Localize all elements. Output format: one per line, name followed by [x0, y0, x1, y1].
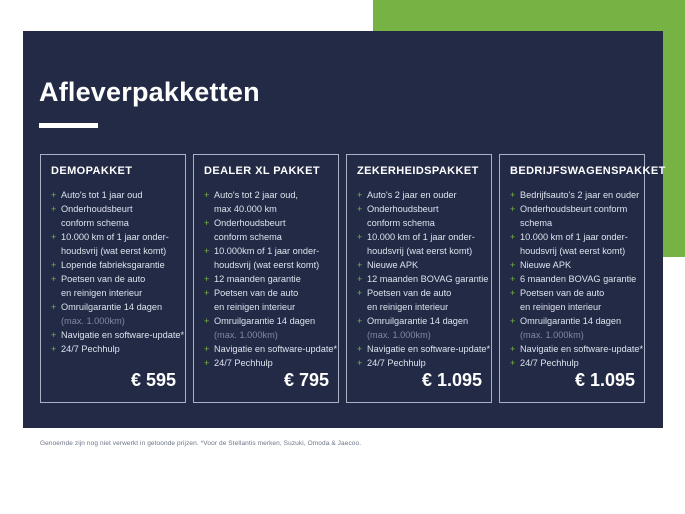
- feature-line: (max. 1.000km): [367, 330, 431, 340]
- feature-line: Poetsen van de auto: [214, 288, 299, 298]
- package-feature: [357, 258, 482, 272]
- package-feature: [510, 314, 635, 342]
- feature-line: Poetsen van de auto: [367, 288, 452, 298]
- package-price: € 795: [283, 370, 329, 390]
- feature-line: 10.000km of 1 jaar onder-: [214, 246, 320, 256]
- package-feature: [204, 216, 329, 244]
- package-feature: [204, 244, 329, 272]
- feature-line: 12 maanden BOVAG garantie: [367, 274, 489, 284]
- feature-line: Bedrijfsauto's 2 jaar en ouder: [520, 190, 640, 200]
- plus-bullet-icon: +: [51, 344, 57, 354]
- feature-line: schema: [520, 218, 553, 228]
- plus-bullet-icon: +: [51, 302, 57, 312]
- package-feature: [357, 230, 482, 258]
- feature-text: [61, 328, 185, 342]
- feature-line: en reinigen interieur: [214, 302, 296, 312]
- plus-bullet-icon: +: [51, 260, 57, 270]
- plus-bullet-icon: +: [204, 246, 210, 256]
- plus-bullet-icon: +: [204, 274, 210, 284]
- package-feature: [510, 272, 635, 286]
- feature-text: [520, 230, 635, 258]
- feature-text: [214, 244, 329, 272]
- feature-line: Auto's 2 jaar en ouder: [367, 190, 457, 200]
- plus-bullet-icon: +: [357, 316, 363, 326]
- feature-text: [61, 300, 176, 328]
- package-title: BEDRIJFSWAGENSPAKKET: [510, 165, 666, 177]
- feature-line: conform schema: [367, 218, 435, 228]
- feature-line: Onderhoudsbeurt conform: [520, 204, 628, 214]
- plus-bullet-icon: +: [204, 316, 210, 326]
- plus-bullet-icon: +: [204, 288, 210, 298]
- package-feature: [510, 258, 635, 272]
- plus-bullet-icon: +: [51, 204, 57, 214]
- feature-line: conform schema: [214, 232, 282, 242]
- package-feature: [51, 328, 185, 342]
- feature-text: [520, 272, 635, 286]
- feature-line: Omruilgarantie 14 dagen: [214, 316, 316, 326]
- package-title: DEALER XL PAKKET: [204, 165, 321, 177]
- feature-line: houdsvrij (wat eerst komt): [520, 246, 626, 256]
- package-feature: [51, 300, 176, 328]
- feature-line: houdsvrij (wat eerst komt): [214, 260, 320, 270]
- feature-line: en reinigen interieur: [520, 302, 602, 312]
- feature-line: Onderhoudsbeurt: [61, 204, 133, 214]
- feature-line: 10.000 km of 1 jaar onder-: [520, 232, 628, 242]
- plus-bullet-icon: +: [510, 204, 516, 214]
- plus-bullet-icon: +: [357, 260, 363, 270]
- feature-line: Omruilgarantie 14 dagen: [520, 316, 622, 326]
- feature-line: Lopende fabrieksgarantie: [61, 260, 165, 270]
- package-items: [357, 188, 491, 370]
- plus-bullet-icon: +: [510, 344, 516, 354]
- feature-line: en reinigen interieur: [367, 302, 449, 312]
- feature-line: (max. 1.000km): [214, 330, 278, 340]
- feature-line: 10.000 km of 1 jaar onder-: [61, 232, 169, 242]
- plus-bullet-icon: +: [357, 190, 363, 200]
- feature-line: Nieuwe APK: [520, 260, 572, 270]
- plus-bullet-icon: +: [510, 260, 516, 270]
- plus-bullet-icon: +: [357, 204, 363, 214]
- plus-bullet-icon: +: [357, 358, 363, 368]
- feature-text: [367, 356, 482, 370]
- package-feature: [51, 188, 176, 202]
- package-feature: [204, 272, 329, 286]
- feature-text: [214, 272, 329, 286]
- package-feature: [51, 202, 176, 230]
- feature-line: Onderhoudsbeurt: [214, 218, 286, 228]
- feature-text: [61, 258, 176, 272]
- plus-bullet-icon: +: [357, 232, 363, 242]
- plus-bullet-icon: +: [204, 358, 210, 368]
- plus-bullet-icon: +: [357, 288, 363, 298]
- package-items: [51, 188, 185, 356]
- feature-text: [214, 286, 329, 314]
- feature-text: [367, 342, 491, 356]
- plus-bullet-icon: +: [510, 358, 516, 368]
- package-feature: [204, 314, 329, 342]
- feature-text: [367, 188, 482, 202]
- package-title: ZEKERHEIDSPAKKET: [357, 165, 479, 177]
- page-title: Afleverpakketten: [39, 77, 260, 107]
- plus-bullet-icon: +: [510, 190, 516, 200]
- feature-line: en reinigen interieur: [61, 288, 143, 298]
- feature-line: 24/7 Pechhulp: [367, 358, 426, 368]
- package-card: [193, 154, 339, 403]
- feature-line: houdsvrij (wat eerst komt): [61, 246, 167, 256]
- package-feature: [510, 342, 644, 356]
- feature-text: [520, 188, 640, 202]
- feature-line: Poetsen van de auto: [520, 288, 605, 298]
- package-card: [499, 154, 666, 403]
- feature-line: 24/7 Pechhulp: [61, 344, 120, 354]
- feature-line: Omruilgarantie 14 dagen: [367, 316, 469, 326]
- feature-text: [61, 342, 176, 356]
- feature-line: Nieuwe APK: [367, 260, 419, 270]
- feature-line: houdsvrij (wat eerst komt): [367, 246, 473, 256]
- package-feature: [510, 356, 635, 370]
- package-feature: [51, 230, 176, 258]
- package-feature: [510, 188, 640, 202]
- package-cards: [40, 154, 666, 403]
- package-price: € 1.095: [421, 370, 482, 390]
- package-items: [510, 188, 644, 370]
- feature-line: Poetsen van de auto: [61, 274, 146, 284]
- plus-bullet-icon: +: [510, 232, 516, 242]
- feature-text: [214, 314, 329, 342]
- package-price: € 595: [130, 370, 176, 390]
- plus-bullet-icon: +: [51, 190, 57, 200]
- package-card: [346, 154, 492, 403]
- feature-text: [520, 356, 635, 370]
- feature-text: [214, 356, 329, 370]
- package-feature: [510, 286, 635, 314]
- feature-line: (max. 1.000km): [520, 330, 584, 340]
- package-feature: [510, 230, 635, 258]
- plus-bullet-icon: +: [510, 274, 516, 284]
- feature-line: 24/7 Pechhulp: [214, 358, 273, 368]
- feature-text: [520, 258, 635, 272]
- plus-bullet-icon: +: [357, 344, 363, 354]
- feature-text: [61, 230, 176, 258]
- feature-text: [520, 314, 635, 342]
- feature-line: Navigatie en software-update*: [214, 344, 338, 354]
- package-feature: [51, 258, 176, 272]
- package-feature: [357, 342, 491, 356]
- feature-text: [367, 230, 482, 258]
- package-feature: [51, 272, 176, 300]
- feature-text: [520, 286, 635, 314]
- feature-line: Auto's tot 1 jaar oud: [61, 190, 143, 200]
- package-feature: [357, 314, 482, 342]
- plus-bullet-icon: +: [204, 218, 210, 228]
- package-title: DEMOPAKKET: [51, 165, 133, 177]
- package-feature: [357, 188, 482, 202]
- feature-text: [520, 342, 644, 356]
- plus-bullet-icon: +: [204, 190, 210, 200]
- package-items: [204, 188, 338, 370]
- feature-line: 6 maanden BOVAG garantie: [520, 274, 637, 284]
- disclaimer-footnote: Genoemde zijn nog niet verwerkt in getoonde prijzen. *Voor de Stellantis merken, Suzuki, Omoda & Jaecoo.: [40, 440, 362, 447]
- feature-text: [520, 202, 635, 230]
- package-feature: [357, 286, 482, 314]
- feature-text: [367, 286, 482, 314]
- feature-text: [367, 272, 489, 286]
- feature-line: 12 maanden garantie: [214, 274, 301, 284]
- feature-text: [61, 202, 176, 230]
- feature-line: (max. 1.000km): [61, 316, 125, 326]
- package-feature: [357, 202, 482, 230]
- feature-line: 24/7 Pechhulp: [520, 358, 579, 368]
- package-card: [40, 154, 186, 403]
- package-feature: [510, 202, 635, 230]
- plus-bullet-icon: +: [510, 316, 516, 326]
- title-underline-bar: [39, 123, 98, 128]
- package-feature: [357, 272, 489, 286]
- feature-text: [61, 272, 176, 300]
- feature-text: [367, 258, 482, 272]
- package-feature: [204, 188, 329, 216]
- feature-text: [214, 342, 338, 356]
- feature-text: [214, 216, 329, 244]
- feature-line: Navigatie en software-update*: [367, 344, 491, 354]
- feature-text: [214, 188, 329, 216]
- package-feature: [204, 286, 329, 314]
- plus-bullet-icon: +: [51, 232, 57, 242]
- plus-bullet-icon: +: [51, 330, 57, 340]
- feature-line: conform schema: [61, 218, 129, 228]
- plus-bullet-icon: +: [510, 288, 516, 298]
- package-feature: [204, 356, 329, 370]
- package-feature: [51, 342, 176, 356]
- plus-bullet-icon: +: [357, 274, 363, 284]
- feature-text: [367, 202, 482, 230]
- feature-line: Auto's tot 2 jaar oud,: [214, 190, 298, 200]
- feature-line: Onderhoudsbeurt: [367, 204, 439, 214]
- feature-text: [61, 188, 176, 202]
- feature-line: Navigatie en software-update*: [61, 330, 185, 340]
- package-feature: [357, 356, 482, 370]
- plus-bullet-icon: +: [204, 344, 210, 354]
- feature-text: [367, 314, 482, 342]
- plus-bullet-icon: +: [51, 274, 57, 284]
- feature-line: Navigatie en software-update*: [520, 344, 644, 354]
- feature-line: 10.000 km of 1 jaar onder-: [367, 232, 475, 242]
- package-feature: [204, 342, 338, 356]
- package-price: € 1.095: [574, 370, 635, 390]
- packages-panel: [23, 31, 666, 428]
- feature-line: max 40.000 km: [214, 204, 277, 214]
- feature-line: Omruilgarantie 14 dagen: [61, 302, 163, 312]
